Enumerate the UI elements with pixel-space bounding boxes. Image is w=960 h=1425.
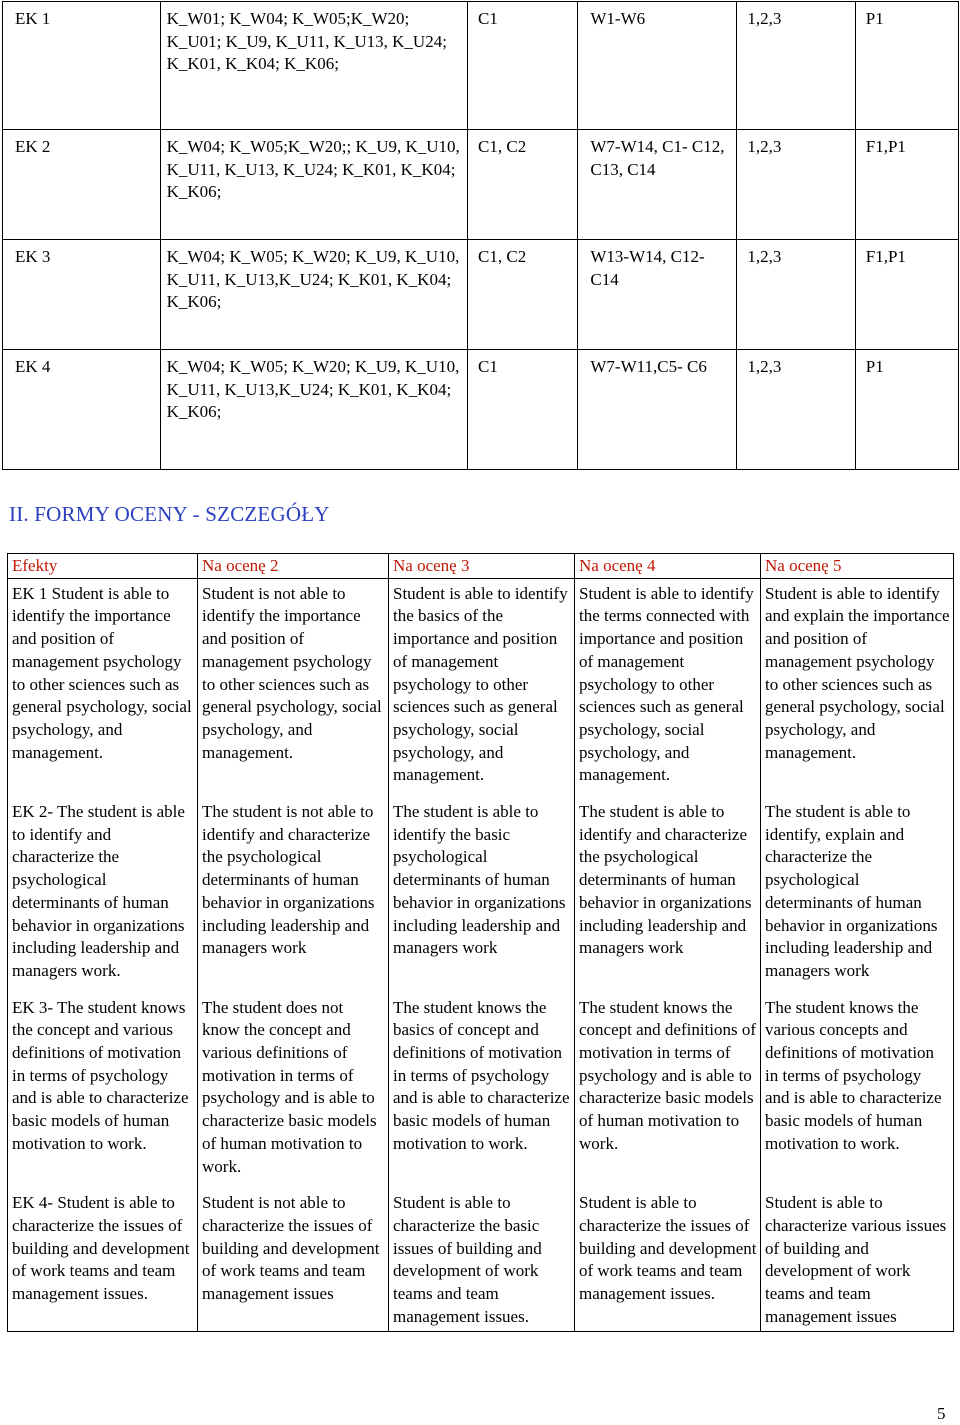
column-header: Na ocenę 4: [575, 554, 761, 579]
c-cell: C1, C2: [468, 240, 578, 350]
table-row: [3, 2, 959, 130]
ek-cell: EK 4: [3, 350, 161, 470]
table-cell: The student is not able to identify and characterize the psychological determinants of human behavior in organizations including leadership and managers work: [198, 797, 389, 993]
table-row: [3, 240, 959, 350]
nums-cell: 1,2,3: [737, 130, 855, 240]
w-cell: W7-W11,C5- C6: [578, 350, 737, 470]
table-row: [3, 350, 959, 470]
w-cell: W13-W14, C12-C14: [578, 240, 737, 350]
w-cell: W1-W6: [578, 2, 737, 130]
section-heading: II. FORMY OCENY - SZCZEGÓŁY: [9, 502, 330, 526]
grade-cell: P1: [855, 2, 958, 130]
column-header: Na ocenę 3: [389, 554, 575, 579]
learning-outcomes-table: [2, 1, 959, 470]
table-cell: Student is able to characterize various issues of building and development of work teams and team management issues: [761, 1188, 954, 1331]
page-number: 5: [937, 1404, 946, 1423]
table-cell: EK 2- The student is able to identify and characterize the psychological determinants of human behavior in organizations including leadership and managers work.: [8, 797, 198, 993]
table-cell: Student is able to characterize the basic issues of building and development of work teams and team management issues.: [389, 1188, 575, 1331]
refs-cell: K_W01; K_W04; K_W05;K_W20; K_U01; K_U9, K_U11, K_U13, K_U24; K_K01, K_K04; K_K06;: [160, 2, 467, 130]
column-header: Efekty: [8, 554, 198, 579]
c-cell: C1: [468, 2, 578, 130]
table-row: [8, 1188, 954, 1331]
table-cell: The student is able to identify the basic psychological determinants of human behavior in organizations including leadership and managers work: [389, 797, 575, 993]
nums-cell: 1,2,3: [737, 350, 855, 470]
grade-cell: P1: [855, 350, 958, 470]
table-cell: The student is able to identify, explain and characterize the psychological determinants of human behavior in organizations including leadership and managers work: [761, 797, 954, 993]
table-cell: Student is able to characterize the issues of building and development of work teams and team management issues.: [575, 1188, 761, 1331]
table-cell: EK 3- The student knows the concept and various definitions of motivation in terms of psychology and is able to characterize basic models of human motivation to work.: [8, 993, 198, 1189]
table-cell: EK 1 Student is able to identify the importance and position of management psychology to other sciences such as general psychology, social psychology, and management.: [8, 578, 198, 797]
grading-criteria-table: [7, 553, 954, 1332]
grade-cell: F1,P1: [855, 130, 958, 240]
ek-cell: EK 1: [3, 2, 161, 130]
table-row: [8, 993, 954, 1189]
column-header: Na ocenę 5: [761, 554, 954, 579]
table-row: [8, 578, 954, 797]
refs-cell: K_W04; K_W05; K_W20; K_U9, K_U10, K_U11, K_U13,K_U24; K_K01, K_K04; K_K06;: [160, 240, 467, 350]
table-cell: Student is able to identify and explain the importance and position of management psychology to other sciences such as general psychology, social psychology, and management.: [761, 578, 954, 797]
c-cell: C1: [468, 350, 578, 470]
table-cell: The student is able to identify and characterize the psychological determinants of human behavior in organizations including leadership and managers work: [575, 797, 761, 993]
table-cell: The student knows the basics of concept and definitions of motivation in terms of psychology and is able to characterize basic models of human motivation to work.: [389, 993, 575, 1189]
column-header: Na ocenę 2: [198, 554, 389, 579]
table-cell: The student knows the various concepts and definitions of motivation in terms of psychology and is able to characterize basic models of human motivation to work.: [761, 993, 954, 1189]
table-cell: Student is able to identify the basics of the importance and position of management psychology to other sciences such as general psychology, social psychology, and management.: [389, 578, 575, 797]
table-row: [8, 797, 954, 993]
w-cell: W7-W14, C1- C12, C13, C14: [578, 130, 737, 240]
c-cell: C1, C2: [468, 130, 578, 240]
ek-cell: EK 3: [3, 240, 161, 350]
refs-cell: K_W04; K_W05;K_W20;; K_U9, K_U10, K_U11, K_U13, K_U24; K_K01, K_K04; K_K06;: [160, 130, 467, 240]
table-cell: The student knows the concept and definitions of motivation in terms of psychology and is able to characterize basic models of human motivation to work.: [575, 993, 761, 1189]
table-cell: The student does not know the concept and various definitions of motivation in terms of psychology and is able to characterize basic models of human motivation to work.: [198, 993, 389, 1189]
refs-cell: K_W04; K_W05; K_W20; K_U9, K_U10, K_U11, K_U13,K_U24; K_K01, K_K04; K_K06;: [160, 350, 467, 470]
ek-cell: EK 2: [3, 130, 161, 240]
nums-cell: 1,2,3: [737, 240, 855, 350]
table-cell: EK 4- Student is able to characterize the issues of building and development of work teams and team management issues.: [8, 1188, 198, 1331]
table-cell: Student is not able to characterize the issues of building and development of work teams and team management issues: [198, 1188, 389, 1331]
table-row: [3, 130, 959, 240]
table-cell: Student is not able to identify the importance and position of management psychology to other sciences such as general psychology, social psychology, and management.: [198, 578, 389, 797]
table-header-row: [8, 554, 954, 579]
table-cell: Student is able to identify the terms connected with importance and position of management psychology to other sciences such as general psychology, social psychology, and management.: [575, 578, 761, 797]
nums-cell: 1,2,3: [737, 2, 855, 130]
grade-cell: F1,P1: [855, 240, 958, 350]
